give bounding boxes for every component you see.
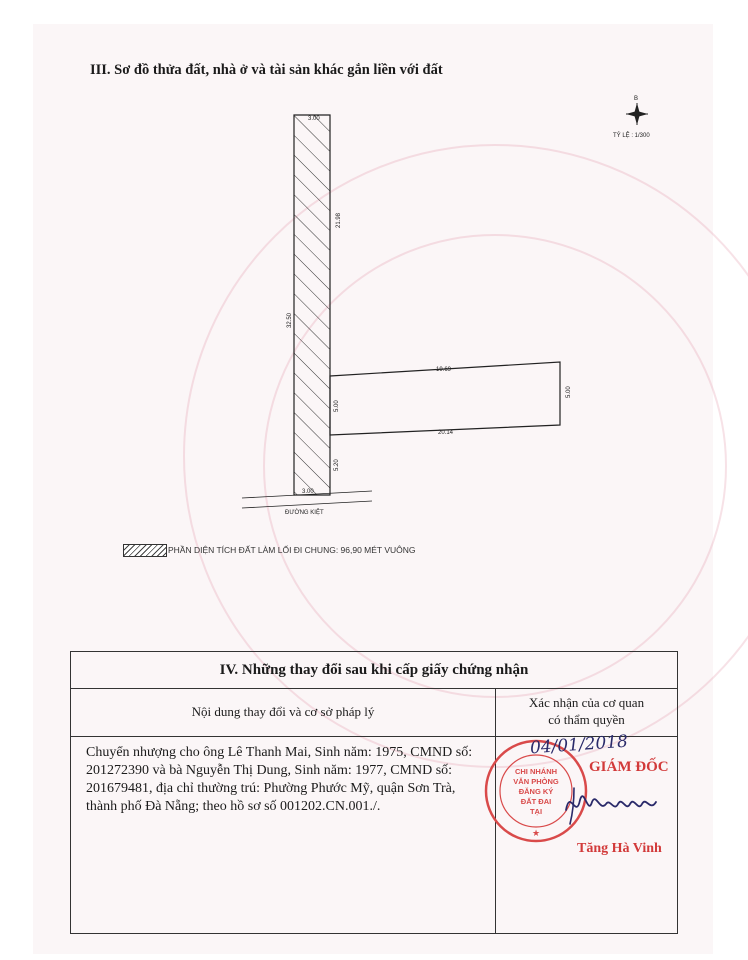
- section-4-title: IV. Những thay đổi sau khi cấp giấy chứng nhận: [71, 652, 677, 689]
- north-letter: B: [634, 96, 639, 102]
- change-content: Chuyển nhượng cho ông Lê Thanh Mai, Sinh năm: 1975, CMND số: 201272390 và bà Nguyễn Thị Dung, Sinh năm: 1977, CMND số: 201679481, địa chỉ thường trú: Phường Phước Mỹ, quận Sơn Trà, thành phố Đà Nẵng; theo hồ sơ số 001202.CN.001./.: [86, 745, 473, 814]
- legend-swatch: [123, 544, 167, 557]
- signing-date: 04/01/2018: [529, 731, 629, 759]
- svg-text:ĐĂNG KÝ: ĐĂNG KÝ: [518, 787, 554, 796]
- col-header-confirmation: [496, 694, 677, 728]
- street-line: [242, 501, 372, 508]
- legend-text: PHẦN DIỆN TÍCH ĐẤT LÀM LỐI ĐI CHUNG: 96,90 MÉT VUÔNG: [168, 545, 416, 555]
- map-scale: TỶ LỆ : 1/300: [613, 133, 650, 139]
- north-arrow-icon: [626, 103, 648, 125]
- dim-right-mid: 5.00: [334, 400, 340, 412]
- svg-text:VĂN PHÒNG: VĂN PHÒNG: [513, 777, 559, 786]
- street-label: ĐƯỜNG KIỆT: [285, 510, 324, 516]
- dim-left-total: 32.50: [287, 312, 293, 328]
- dim-top-width: 3.00: [308, 116, 320, 122]
- table-header-row: [71, 688, 677, 737]
- svg-text:CHI NHÁNH: CHI NHÁNH: [514, 767, 558, 776]
- signer-title: GIÁM ĐỐC: [589, 759, 669, 775]
- signer-name: Tăng Hà Vinh: [577, 841, 662, 856]
- svg-text:TẠI: TẠI: [529, 807, 543, 816]
- dim-right-upper: 21.98: [336, 212, 342, 228]
- dim-branch-end: 5.00: [566, 386, 572, 398]
- dim-branch-top: 19.69: [436, 367, 452, 373]
- common-passage-strip: [294, 115, 330, 495]
- dim-bottom-width: 3.00: [302, 489, 314, 495]
- col-header-confirmation-line1: Xác nhận của cơ quan: [528, 695, 645, 710]
- section-3-title: III. Sơ đồ thửa đất, nhà ở và tài sản khác gắn liền với đất: [90, 62, 443, 78]
- handwritten-signature: [560, 780, 670, 828]
- col-header-confirmation-line2: có thẩm quyền: [548, 712, 625, 727]
- svg-text:★: ★: [531, 828, 541, 838]
- svg-text:ĐẤT ĐAI: ĐẤT ĐAI: [520, 797, 552, 806]
- dim-branch-bottom: 20.14: [438, 430, 454, 436]
- col-header-content: Nội dung thay đổi và cơ sở pháp lý: [191, 704, 375, 719]
- dim-right-lower: 5.20: [334, 459, 340, 471]
